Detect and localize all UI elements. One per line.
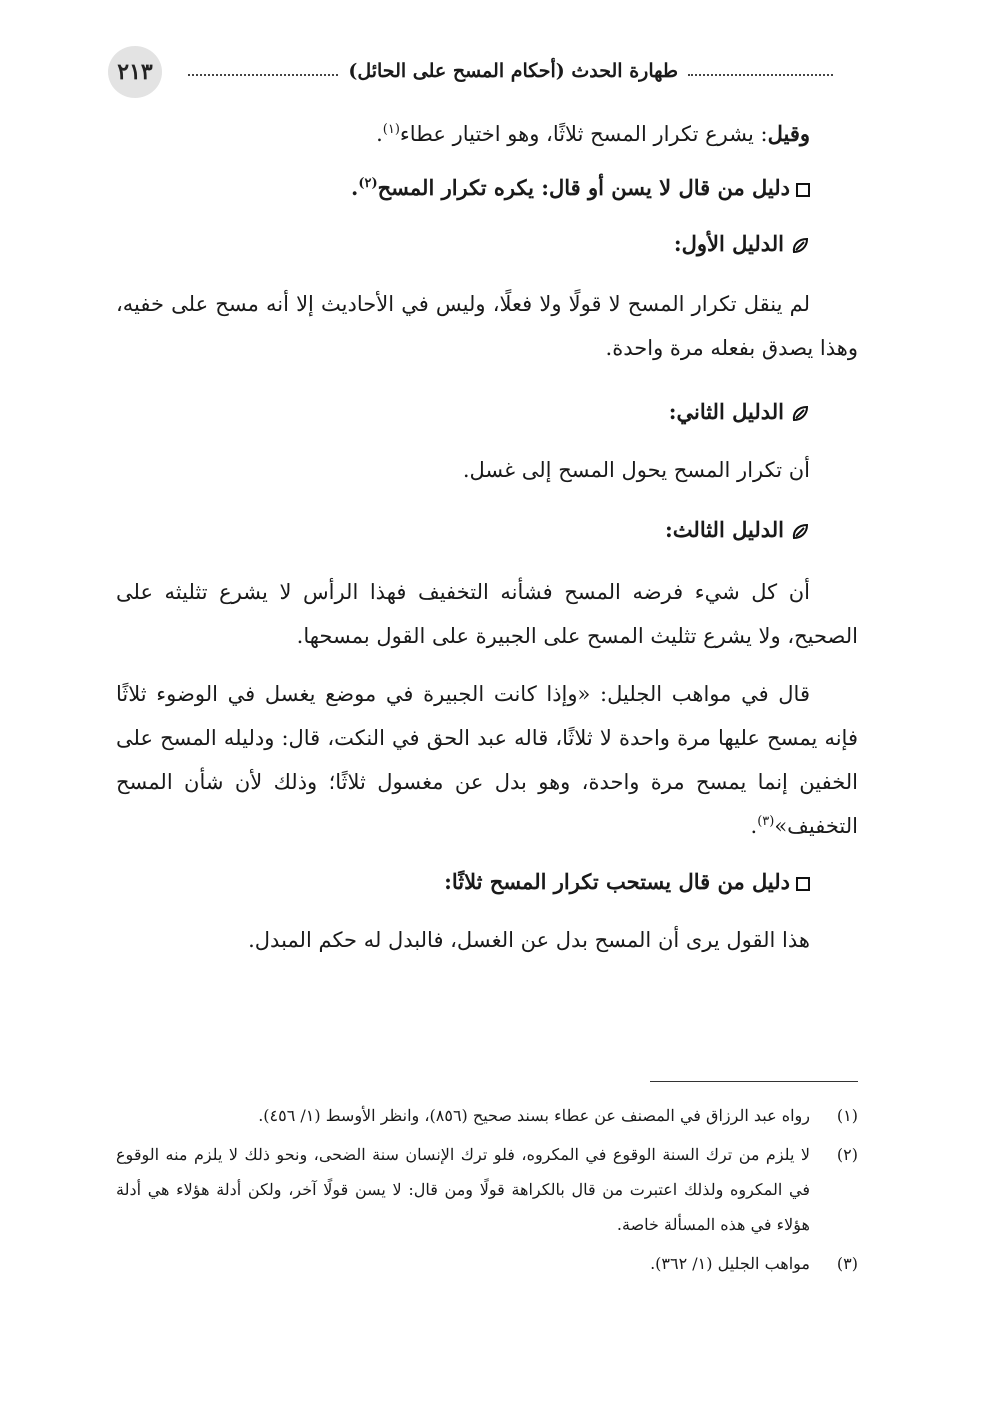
paragraph-5-end: . xyxy=(750,814,758,838)
paragraph-5-text: قال في مواهب الجليل: «وإذا كانت الجبيرة في موضع يغسل في الوضوء ثلاثًا فإنه يمسح عليها مرة واحدة لا ثلاثًا، قاله عبد الحق في النكت، قال: ودليله المسح على الخفين إنما يمسح مرة واحدة، وهو بدل عن مغسول ثلاثًا؛ وذلك لأن شأن المسح التخفيف» xyxy=(116,682,858,838)
header-dots-right xyxy=(688,74,833,76)
footnote-item xyxy=(116,1137,858,1242)
footnotes xyxy=(116,1098,858,1285)
paragraph-2: لم ينقل تكرار المسح لا قولًا ولا فعلًا، وليس في الأحاديث إلا أنه مسح على خفيه، وهذا يصدق بفعله مرة واحدة. xyxy=(116,292,858,360)
paragraph-1-text: : يشرع تكرار المسح ثلاثًا، وهو اختيار عطاء xyxy=(399,122,768,146)
footnote-number: (١) xyxy=(836,1106,858,1125)
evidence-heading-3-text: الدليل الثالث: xyxy=(665,517,784,542)
evidence-heading-1 xyxy=(116,222,858,266)
page-number: ٢١٣ xyxy=(108,46,162,98)
footnote-ref-3[interactable]: (٣) xyxy=(757,814,775,829)
footnote-ref-1[interactable]: (١) xyxy=(382,122,400,137)
paragraph-4: أن كل شيء فرضه المسح فشأنه التخفيف فهذا الرأس لا يشرع تثليثه على الصحيح، ولا يشرع تثليث المسح على الجبيرة على القول بمسحها. xyxy=(116,580,858,648)
running-header xyxy=(178,56,843,86)
footnote-separator xyxy=(650,1081,858,1082)
section-heading-1-end: . xyxy=(351,175,359,200)
evidence-heading-3 xyxy=(116,508,858,552)
section-heading-1 xyxy=(116,166,858,210)
header-dots-left xyxy=(188,74,338,76)
square-marker-icon xyxy=(796,877,810,891)
footnote-text: لا يلزم من ترك السنة الوقوع في المكروه، فلو ترك الإنسان سنة الضحى، ونحو ذلك لا يلزم منه الوقوع في المكروه ولذلك اعتبرت من قال بالكراهة قولًا ومن قال: لا يسن قولًا آخر، ولكن أدلة هؤلاء هي أدلة هؤلاء في هذه المسألة خاصة. xyxy=(116,1145,810,1234)
footnote-item xyxy=(116,1246,858,1281)
section-heading-2 xyxy=(116,860,858,904)
leaf-ornament-icon xyxy=(790,522,810,542)
footnote-text: مواهب الجليل (١/ ٣٦٢). xyxy=(650,1254,810,1273)
evidence-heading-1-text: الدليل الأول: xyxy=(673,231,784,256)
footnote-text: رواه عبد الرزاق في المصنف عن عطاء بسند صحيح (٨٥٦)، وانظر الأوسط (١/ ٤٥٦). xyxy=(258,1106,810,1125)
paragraph-1-lead: وقيل xyxy=(767,121,810,146)
section-heading-1-text: دليل من قال لا يسن أو قال: يكره تكرار المسح xyxy=(377,175,790,200)
leaf-ornament-icon xyxy=(790,236,810,256)
running-title: طهارة الحدث (أحكام المسح على الحائل) xyxy=(348,60,678,82)
leaf-ornament-icon xyxy=(790,404,810,424)
paragraph-5 xyxy=(116,672,858,848)
footnote-number: (٢) xyxy=(836,1145,858,1164)
paragraph-1 xyxy=(116,112,858,156)
evidence-heading-2 xyxy=(116,390,858,434)
main-text xyxy=(116,112,858,976)
footnote-item xyxy=(116,1098,858,1133)
square-marker-icon xyxy=(796,183,810,197)
footnote-ref-2[interactable]: (٢) xyxy=(358,176,378,191)
footnote-number: (٣) xyxy=(836,1254,858,1273)
section-heading-2-text: دليل من قال يستحب تكرار المسح ثلاثًا: xyxy=(444,869,790,894)
evidence-heading-2-text: الدليل الثاني: xyxy=(668,399,784,424)
paragraph-1-end: . xyxy=(376,122,383,146)
paragraph-6: هذا القول يرى أن المسح بدل عن الغسل، فالبدل له حكم المبدل. xyxy=(248,928,810,952)
paragraph-3: أن تكرار المسح يحول المسح إلى غسل. xyxy=(462,458,810,482)
